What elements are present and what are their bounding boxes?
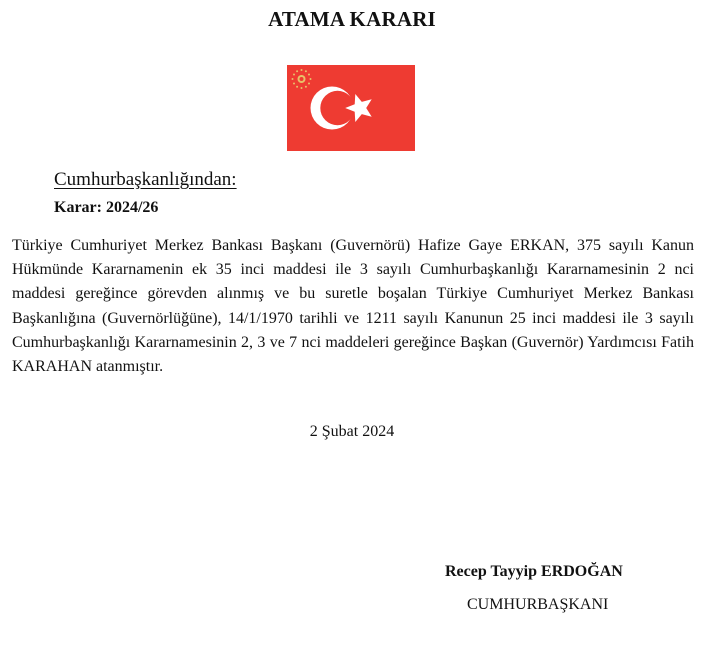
issuer-heading: Cumhurbaşkanlığından: [54, 169, 237, 190]
document-title: ATAMA KARARI [268, 7, 436, 31]
turkish-flag-icon [287, 65, 415, 151]
signatory-title: CUMHURBAŞKANI [467, 596, 609, 613]
decision-date: 2 Şubat 2024 [309, 423, 395, 440]
decision-body: Türkiye Cumhuriyet Merkez Bankası Başkanı (Guvernörü) Hafize Gaye ERKAN, 375 sayılı Kanun Hükmünde Kararnamenin ek 35 inci maddesi ile 3 sayılı Cumhurbaşkanlığı Kararnamesinin 2 nci maddesi gereğince görevden alınmış ve bu suretle boşalan Türkiye Cumhuriyet Merkez Bankası Başkanlığına (Guvernörlüğüne), 14/1/1970 tarihli ve 1211 sayılı Kanunun 25 inci maddesi ile 3 sayılı Cumhurbaşkanlığı Kararnamesinin 2, 3 ve 7 nci maddeleri gereğince Başkan (Guvernör) Yardımcısı Fatih KARAHAN atanmıştır. [12, 237, 694, 376]
decision-number: Karar: 2024/26 [54, 199, 159, 216]
signatory-name: Recep Tayyip ERDOĞAN [445, 563, 623, 580]
